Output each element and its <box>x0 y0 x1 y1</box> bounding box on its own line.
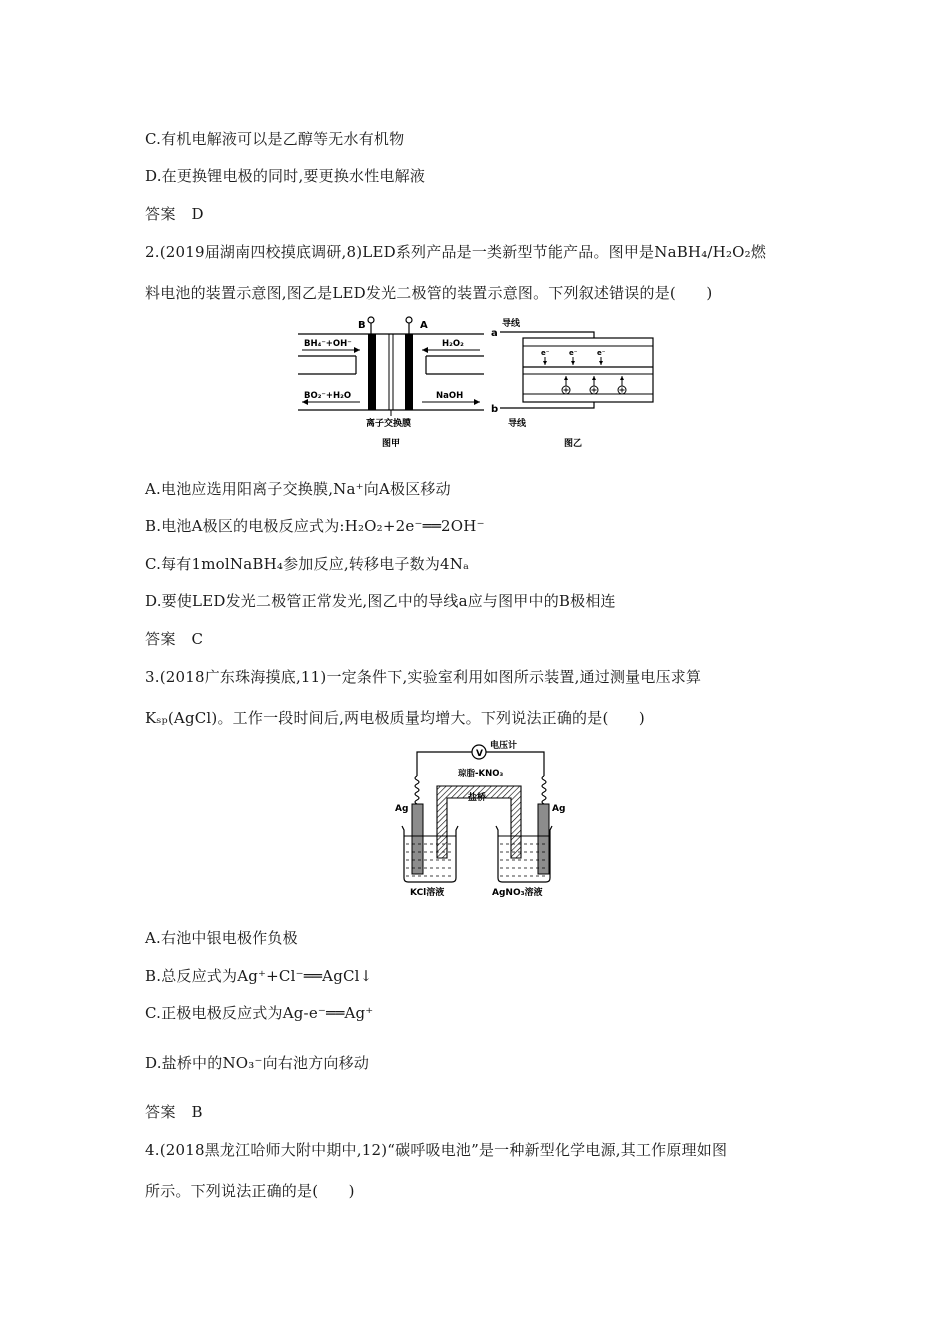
q1-answer: 答案 D <box>145 205 205 223</box>
q3-option-a: A.右池中银电极作负极 <box>145 929 298 947</box>
wire-a-label: a <box>491 328 498 339</box>
agar-label: 琼脂-KNO₃ <box>458 769 504 779</box>
output-left-label: BO₂⁻+H₂O <box>304 391 352 401</box>
q2-option-a: A.电池应选用阳离子交换膜,Na⁺向A极区移动 <box>145 480 451 498</box>
q4-stem-line1: 4.(2018黑龙江哈师大附中期中,12)“碳呼吸电池”是一种新型化学电源,其工作原理如图 <box>145 1141 728 1159</box>
voltmeter-label: 电压计 <box>490 741 518 751</box>
q2-stem-line1: 2.(2019届湖南四校摸底调研,8)LED系列产品是一类新型节能产品。图甲是NaBH₄/H₂O₂燃 <box>145 243 767 261</box>
q2-option-c: C.每有1molNaBH₄参加反应,转移电子数为4Nₐ <box>145 555 470 573</box>
fuel-cell-diagram <box>296 312 486 452</box>
q3-answer: 答案 B <box>145 1103 204 1121</box>
wire-bottom-label: 导线 <box>508 419 527 429</box>
q3-stem-line1: 3.(2018广东珠海摸底,11)一定条件下,实验室利用如图所示装置,通过测量电压求算 <box>145 668 702 686</box>
q2-option-d: D.要使LED发光二极管正常发光,图乙中的导线a应与图甲中的B极相连 <box>145 592 616 610</box>
right-electrode-label: Ag <box>552 804 566 814</box>
q2-stem-line2: 料电池的装置示意图,图乙是LED发光二极管的装置示意图。下列叙述错误的是( ) <box>145 284 713 302</box>
q3-option-b: B.总反应式为Ag⁺+Cl⁻══AgCl↓ <box>145 967 373 985</box>
q3-stem-line2: Kₛₚ(AgCl)。工作一段时间后,两电极质量均增大。下列说法正确的是( ) <box>145 709 645 727</box>
q2-option-b: B.电池A极区的电极反应式为:H₂O₂+2e⁻══2OH⁻ <box>145 517 485 535</box>
silver-cell-diagram <box>392 738 566 900</box>
wire-b-label: b <box>491 404 499 415</box>
electron-label: e⁻ <box>569 349 578 357</box>
left-solution-label: KCl溶液 <box>410 888 445 898</box>
wire-top-label: 导线 <box>502 319 521 329</box>
q2-answer: 答案 C <box>145 630 204 648</box>
output-right-label: NaOH <box>436 391 464 401</box>
left-electrode-label: Ag <box>395 804 409 814</box>
q3-option-d: D.盐桥中的NO₃⁻向右池方向移动 <box>145 1054 370 1072</box>
electron-label: e⁻ <box>541 349 550 357</box>
led-diagram <box>488 312 658 452</box>
right-solution-label: AgNO₃溶液 <box>492 888 543 898</box>
input-right-label: H₂O₂ <box>442 339 464 349</box>
electrode-a-label: A <box>420 320 428 331</box>
electrode-b-label: B <box>358 320 366 331</box>
figure-yi-caption: 图乙 <box>564 439 583 449</box>
q3-option-c: C.正极电极反应式为Ag-e⁻══Ag⁺ <box>145 1004 374 1022</box>
q1-option-c: C.有机电解液可以是乙醇等无水有机物 <box>145 130 405 148</box>
membrane-label: 离子交换膜 <box>366 419 412 429</box>
input-left-label: BH₄⁻+OH⁻ <box>304 339 352 349</box>
q4-stem-line2: 所示。下列说法正确的是( ) <box>145 1182 355 1200</box>
electron-label: e⁻ <box>597 349 606 357</box>
q1-option-d: D.在更换锂电极的同时,要更换水性电解液 <box>145 167 426 185</box>
figure-jia-caption: 图甲 <box>382 439 401 449</box>
voltmeter-symbol: V <box>476 749 483 759</box>
